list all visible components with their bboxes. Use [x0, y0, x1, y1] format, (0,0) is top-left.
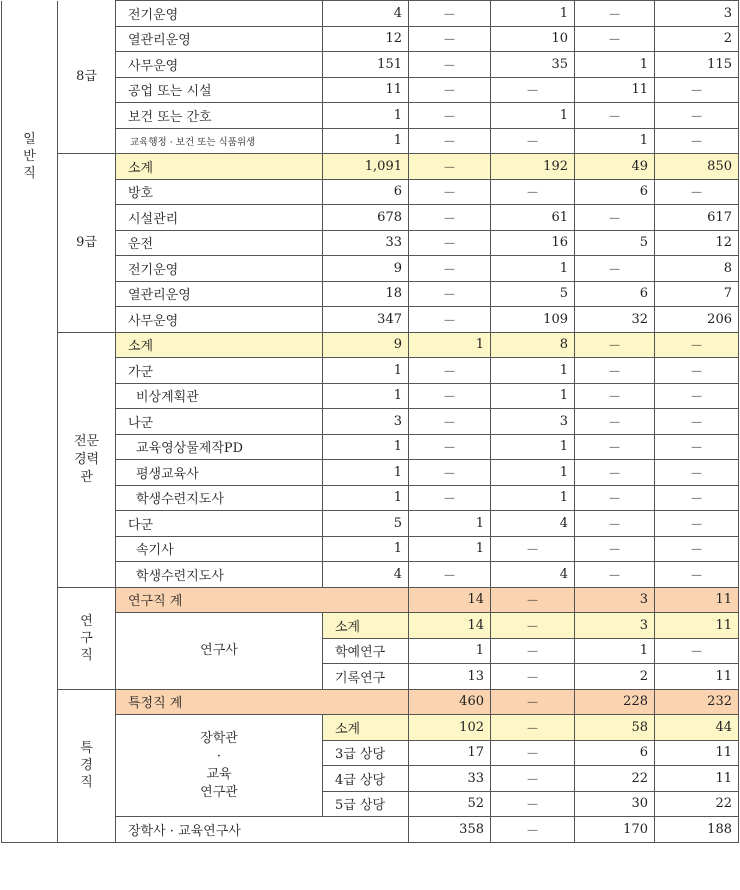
group-supervisor-line: 교육 [206, 766, 232, 782]
value-cell: 35 [491, 52, 575, 78]
value-cell: － [409, 230, 491, 256]
group-grade9-label: 9급 [76, 234, 97, 250]
group-researcher-label: 연구사 [200, 642, 238, 658]
value-cell: － [491, 817, 575, 843]
table-row-total [2, 689, 739, 715]
value-cell: 4 [323, 562, 409, 588]
group-supervisor-line: · [216, 748, 222, 764]
value-cell: 11 [655, 766, 739, 792]
value-cell: － [409, 460, 491, 486]
value-cell: － [491, 689, 575, 715]
value-cell: 2 [655, 26, 739, 52]
value-cell: 232 [655, 689, 739, 715]
row-label: 사무운영 [116, 52, 323, 78]
value-cell: 11 [655, 740, 739, 766]
row-label: 속기사 [116, 536, 323, 562]
value-cell: 61 [491, 205, 575, 231]
value-cell: 1 [575, 638, 655, 664]
value-cell: 10 [491, 26, 575, 52]
row-label: 특정직 계 [116, 689, 409, 715]
value-cell: 12 [323, 26, 409, 52]
row-label: 전기운영 [116, 256, 323, 282]
group-expert-line: 경력 [73, 451, 100, 467]
table-row-subtotal [2, 332, 739, 358]
value-cell: － [655, 179, 739, 205]
group-supervisor-label [121, 730, 317, 802]
value-cell: 3 [655, 1, 739, 27]
row-label: 방호 [116, 179, 323, 205]
value-cell: 1 [575, 52, 655, 78]
value-cell: － [655, 434, 739, 460]
category-char: 직 [80, 775, 93, 790]
category-char: 연 [80, 613, 93, 629]
row-label: 다군 [116, 511, 323, 537]
value-cell: － [409, 562, 491, 588]
value-cell: 8 [491, 332, 575, 358]
row-label: 소계 [323, 715, 409, 741]
value-cell: 22 [655, 791, 739, 817]
value-cell: 11 [323, 77, 409, 103]
value-cell: 5 [323, 511, 409, 537]
row-label: 소계 [116, 332, 323, 358]
row-label: 사무운영 [116, 307, 323, 333]
group-expert-label [63, 433, 110, 487]
row-label: 기록연구 [323, 664, 409, 690]
value-cell: 3 [575, 613, 655, 639]
value-cell: － [575, 511, 655, 537]
value-cell: 1 [575, 128, 655, 154]
value-cell: 1 [491, 460, 575, 486]
value-cell: 1 [409, 638, 491, 664]
value-cell: － [409, 26, 491, 52]
value-cell: － [491, 664, 575, 690]
row-label: 장학사 · 교육연구사 [116, 817, 409, 843]
category-general-cell [2, 1, 58, 843]
category-char: 반 [23, 149, 36, 164]
row-label: 열관리운영 [116, 281, 323, 307]
group-supervisor-cell [116, 715, 323, 817]
value-cell: － [409, 485, 491, 511]
row-label: 비상계획관 [116, 383, 323, 409]
value-cell: 4 [491, 562, 575, 588]
value-cell: － [409, 307, 491, 333]
value-cell: 3 [491, 409, 575, 435]
value-cell: 17 [409, 740, 491, 766]
value-cell: 4 [491, 511, 575, 537]
value-cell: 1 [323, 383, 409, 409]
row-label: 학생수련지도사 [116, 562, 323, 588]
value-cell: 14 [409, 613, 491, 639]
value-cell: 850 [655, 154, 739, 180]
value-cell: 1 [323, 460, 409, 486]
value-cell: 206 [655, 307, 739, 333]
value-cell: － [655, 562, 739, 588]
value-cell: 6 [575, 179, 655, 205]
value-cell: － [409, 103, 491, 129]
category-research-cell [58, 587, 116, 689]
value-cell: － [409, 128, 491, 154]
value-cell: － [409, 77, 491, 103]
value-cell: 16 [491, 230, 575, 256]
group-expert-cell [58, 332, 116, 587]
value-cell: 4 [323, 1, 409, 27]
value-cell: 1 [323, 434, 409, 460]
category-char: 구 [80, 630, 93, 646]
category-char: 직 [80, 647, 93, 663]
group-researcher-cell [116, 613, 323, 690]
row-label: 보건 또는 간호 [116, 103, 323, 129]
value-cell: 678 [323, 205, 409, 231]
value-cell: － [409, 179, 491, 205]
group-grade9-cell [58, 154, 116, 333]
value-cell: － [491, 791, 575, 817]
value-cell: 188 [655, 817, 739, 843]
value-cell: 192 [491, 154, 575, 180]
value-cell: 1 [323, 103, 409, 129]
category-char: 직 [23, 166, 36, 181]
category-char: 일 [23, 132, 36, 147]
value-cell: － [491, 536, 575, 562]
value-cell: － [655, 358, 739, 384]
row-label: 학생수련지도사 [116, 485, 323, 511]
row-label: 평생교육사 [116, 460, 323, 486]
group-grade8-cell [58, 1, 116, 154]
value-cell: 102 [409, 715, 491, 741]
table-row-subtotal [2, 154, 739, 180]
value-cell: 44 [655, 715, 739, 741]
value-cell: 6 [575, 740, 655, 766]
value-cell: 52 [409, 791, 491, 817]
row-label: 열관리운영 [116, 26, 323, 52]
row-label: 3급 상당 [323, 740, 409, 766]
value-cell: － [655, 511, 739, 537]
value-cell: 1 [491, 485, 575, 511]
value-cell: 1,091 [323, 154, 409, 180]
value-cell: － [655, 103, 739, 129]
value-cell: 11 [655, 587, 739, 613]
value-cell: － [655, 638, 739, 664]
value-cell: － [575, 205, 655, 231]
value-cell: 1 [323, 485, 409, 511]
category-char: 경 [80, 758, 93, 773]
value-cell: － [491, 740, 575, 766]
value-cell: 11 [575, 77, 655, 103]
value-cell: － [409, 383, 491, 409]
value-cell: 8 [655, 256, 739, 282]
value-cell: 1 [491, 434, 575, 460]
row-label: 4급 상당 [323, 766, 409, 792]
value-cell: － [409, 1, 491, 27]
row-label: 나군 [116, 409, 323, 435]
value-cell: － [575, 103, 655, 129]
value-cell: － [655, 332, 739, 358]
value-cell: 460 [409, 689, 491, 715]
value-cell: 11 [655, 664, 739, 690]
value-cell: － [655, 460, 739, 486]
value-cell: 3 [575, 587, 655, 613]
value-cell: － [575, 358, 655, 384]
value-cell: － [491, 179, 575, 205]
value-cell: 11 [655, 613, 739, 639]
group-grade8-label: 8급 [76, 68, 97, 84]
value-cell: － [409, 52, 491, 78]
row-label: 소계 [323, 613, 409, 639]
row-label: 교육영상물제작PD [116, 434, 323, 460]
value-cell: 6 [575, 281, 655, 307]
value-cell: － [409, 434, 491, 460]
value-cell: － [575, 1, 655, 27]
row-label: 공업 또는 시설 [116, 77, 323, 103]
row-label: 전기운영 [116, 1, 323, 27]
value-cell: － [655, 485, 739, 511]
value-cell: 33 [409, 766, 491, 792]
value-cell: － [491, 587, 575, 613]
value-cell: － [575, 485, 655, 511]
value-cell: 9 [323, 256, 409, 282]
value-cell: － [575, 409, 655, 435]
value-cell: 7 [655, 281, 739, 307]
value-cell: 358 [409, 817, 491, 843]
value-cell: 1 [491, 383, 575, 409]
group-supervisor-line: 장학관 [200, 730, 238, 746]
category-char: 특 [80, 741, 93, 756]
value-cell: 14 [409, 587, 491, 613]
value-cell: 1 [323, 536, 409, 562]
value-cell: － [575, 434, 655, 460]
value-cell: － [655, 536, 739, 562]
value-cell: － [409, 281, 491, 307]
value-cell: － [491, 613, 575, 639]
value-cell: 170 [575, 817, 655, 843]
value-cell: － [575, 383, 655, 409]
value-cell: － [655, 409, 739, 435]
group-supervisor-line: 연구관 [200, 784, 238, 800]
group-expert-line: 전문 [73, 433, 100, 449]
value-cell: － [491, 128, 575, 154]
value-cell: 1 [409, 536, 491, 562]
row-label: 5급 상당 [323, 791, 409, 817]
category-general-label [7, 131, 52, 182]
value-cell: 109 [491, 307, 575, 333]
value-cell: － [491, 77, 575, 103]
value-cell: 32 [575, 307, 655, 333]
row-label: 운전 [116, 230, 323, 256]
value-cell: 1 [491, 1, 575, 27]
value-cell: － [655, 77, 739, 103]
value-cell: － [409, 154, 491, 180]
row-label: 소계 [116, 154, 323, 180]
group-expert-line: 관 [80, 469, 93, 485]
value-cell: 1 [491, 103, 575, 129]
value-cell: － [575, 536, 655, 562]
value-cell: － [575, 562, 655, 588]
value-cell: 5 [491, 281, 575, 307]
value-cell: 58 [575, 715, 655, 741]
value-cell: 6 [323, 179, 409, 205]
value-cell: 151 [323, 52, 409, 78]
value-cell: － [575, 26, 655, 52]
value-cell: 1 [409, 511, 491, 537]
value-cell: 347 [323, 307, 409, 333]
value-cell: 3 [323, 409, 409, 435]
table-row-total [2, 587, 739, 613]
value-cell: 115 [655, 52, 739, 78]
value-cell: － [575, 460, 655, 486]
row-label: 시설관리 [116, 205, 323, 231]
value-cell: 13 [409, 664, 491, 690]
value-cell: － [409, 256, 491, 282]
value-cell: 9 [323, 332, 409, 358]
table-row [2, 1, 739, 27]
value-cell: － [491, 766, 575, 792]
value-cell: 2 [575, 664, 655, 690]
category-special-cell [58, 689, 116, 842]
row-label: 연구직 계 [116, 587, 409, 613]
value-cell: 617 [655, 205, 739, 231]
value-cell: 1 [491, 358, 575, 384]
value-cell: － [409, 205, 491, 231]
value-cell: 1 [323, 358, 409, 384]
value-cell: － [655, 128, 739, 154]
table-body [2, 1, 739, 843]
row-label: 가군 [116, 358, 323, 384]
value-cell: － [575, 256, 655, 282]
value-cell: 5 [575, 230, 655, 256]
value-cell: 22 [575, 766, 655, 792]
value-cell: 1 [409, 332, 491, 358]
staffing-table [1, 0, 739, 843]
value-cell: － [575, 332, 655, 358]
value-cell: 18 [323, 281, 409, 307]
value-cell: － [491, 638, 575, 664]
value-cell: 30 [575, 791, 655, 817]
value-cell: － [409, 358, 491, 384]
value-cell: 33 [323, 230, 409, 256]
value-cell: 1 [491, 256, 575, 282]
value-cell: 12 [655, 230, 739, 256]
value-cell: 49 [575, 154, 655, 180]
value-cell: － [409, 409, 491, 435]
value-cell: 1 [323, 128, 409, 154]
value-cell: － [491, 715, 575, 741]
row-label: 학예연구 [323, 638, 409, 664]
row-label: 교육행정 · 보건 또는 식품위생 [116, 128, 323, 154]
value-cell: － [655, 383, 739, 409]
value-cell: 228 [575, 689, 655, 715]
